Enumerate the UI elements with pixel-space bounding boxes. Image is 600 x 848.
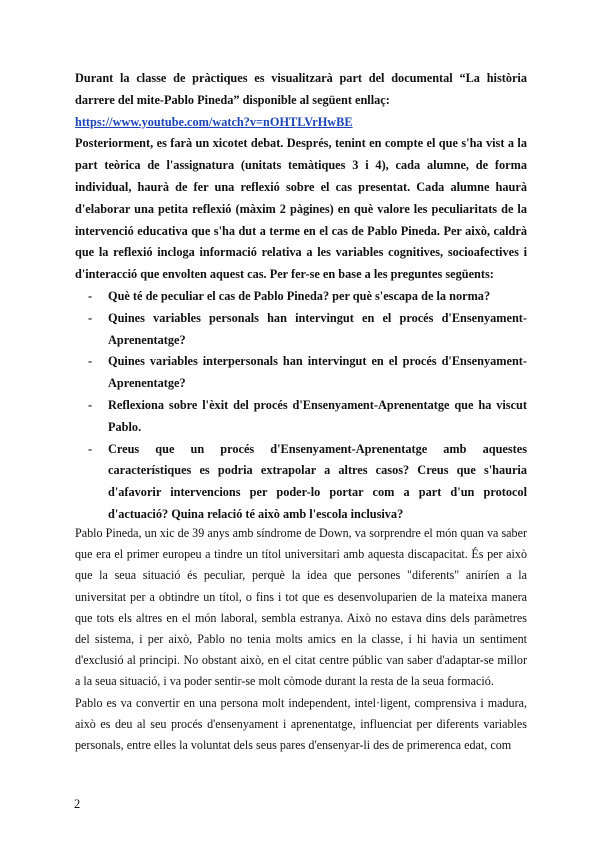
reflection-paragraph: Pablo Pineda, un xic de 39 anys amb síndrome de Down, va sorprendre el món quan va saber que era el primer europeu a tindre un títol universitari amb aquesta discapacitat. És per això que la seua situació és peculiar, perquè la idea que persones "diferents" aniríen a la universitat per a obtindre un títol, o fins i tot que es desenvoluparien de la mateixa manera que tots els altres en el món laboral, sembla estranya. Això no estava dins dels paràmetres del sistema, i per això, Pablo no tenia molts amics en la classe, i hi havia un sentiment d'exclusió al principi. No obstant això, en el citat centre públic van saber d'adaptar-se millor a la seua situació, i va poder sentir-se molt còmode durant la resta de la seua formació. <box>75 526 527 689</box>
assignment-description: Posteriorment, es farà un xicotet debat. Després, tenint en compte el que s'ha vist a la part teòrica de l'assignatura (unitats temàtiques 3 i 4), cada alumne, de forma individual, haurà de fer una reflexió sobre el cas presentat. Cada alumne haurà d'elaborar una petita reflexió (màxim 2 pàgines) en què valore les peculiaritats de la intervenció educativa que s'ha dut a terme en el cas de Pablo Pineda. Per això, caldrà que la reflexió incloga informació relativa a les variables cognitives, socioafectives i d'interacció que envolten aquest cas. Per fer-se en base a les preguntes següents: <box>75 136 527 282</box>
reflection-text <box>75 523 527 756</box>
reflection-paragraph: Pablo es va convertir en una persona molt independent, intel·ligent, comprensiva i madura, això es deu al seu procés d'ensenyament i aprenentatge, influenciat per diferents variables personals, entre elles la voluntat dels seus pares d'ensenyar-li des de primerenca edat, com <box>75 695 527 753</box>
bullet-dash: - <box>88 354 93 369</box>
bullet-dash: - <box>88 441 93 456</box>
question-list <box>75 286 527 526</box>
question-item <box>75 439 527 526</box>
question-text: Creus que un procés d'Ensenyament-Aprenentatge amb aquestes característiques es podria extrapolar a altres casos? Creus que s'hauria d'afavorir intervencions per poder-lo portar com a part d'un protocol d'actuació? Quina relació té això amb l'escola inclusiva? <box>108 441 527 521</box>
question-text: Quines variables personals han intervingut en el procés d'Ensenyament-Aprenentatge? <box>108 310 527 347</box>
intro-text: Durant la classe de pràctiques es visualitzarà part del documental “La història darrere del mite-Pablo Pineda” disponible al següent enllaç: <box>75 71 527 107</box>
question-item <box>75 395 527 439</box>
question-item <box>75 351 527 395</box>
question-item <box>75 308 527 352</box>
assignment-intro <box>75 68 527 133</box>
question-text: Quines variables interpersonals han intervingut en el procés d'Ensenyament-Aprenentatge? <box>108 354 527 391</box>
bullet-dash: - <box>88 397 93 412</box>
question-item <box>75 286 527 308</box>
question-text: Reflexiona sobre l'èxit del procés d'Ensenyament-Aprenentatge que ha viscut Pablo. <box>108 397 527 434</box>
assignment-instructions <box>75 68 527 526</box>
question-text: Què té de peculiar el cas de Pablo Pineda? per què s'escapa de la norma? <box>108 288 491 303</box>
bullet-dash: - <box>88 310 93 325</box>
video-link[interactable]: https://www.youtube.com/watch?v=nOHTLVrHwBE <box>75 114 353 129</box>
page-number: 2 <box>74 797 81 811</box>
bullet-dash: - <box>88 288 93 303</box>
